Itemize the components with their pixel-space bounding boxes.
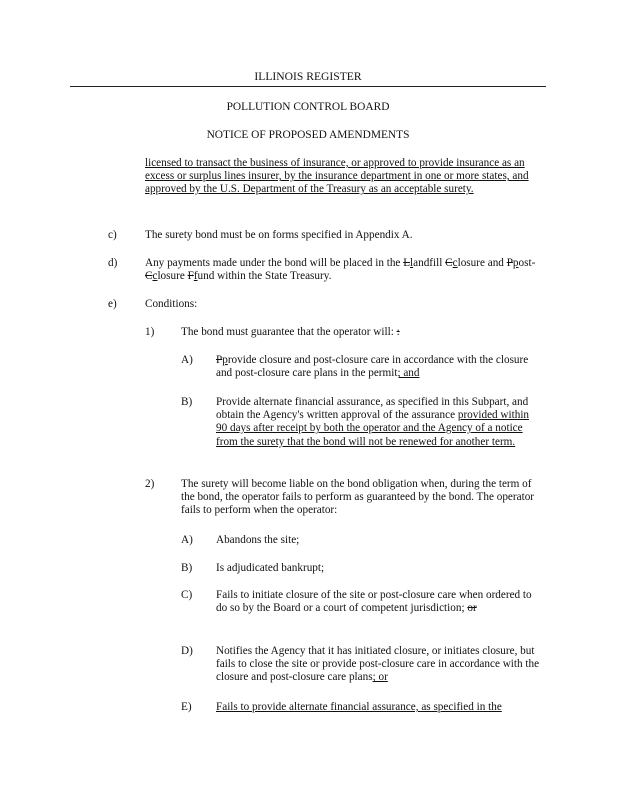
d-c-old: C <box>445 257 453 269</box>
item-1b-body: Provide alternate financial assurance, as specified in this Subpart, and obtain the Agency's written approval of the assurance <box>216 396 529 422</box>
notice-title: NOTICE OF PROPOSED AMENDMENTS <box>206 129 410 141</box>
register-title: ILLINOIS REGISTER <box>254 70 362 83</box>
section-c-text: The surety bond must be on forms specified in Appendix A. <box>145 229 413 241</box>
item-1a-body: rovide closure and post-closure care in accordance with the closure and post-closure care plans in the permit <box>216 354 529 380</box>
d-f-old: F <box>187 270 194 283</box>
d-c2-new: c <box>152 270 158 283</box>
item-2d-label: D) <box>181 645 193 657</box>
d-l-old: L <box>403 257 411 269</box>
continuation-paragraph <box>145 157 545 197</box>
item-2-label: 2) <box>145 478 155 490</box>
section-d-label: d) <box>108 257 118 269</box>
item-2-text: The surety will become liable on the bond obligation when, during the term of the bond, the operator fails to perform as guaranteed by the bond. The operator fails to perform when the operator: <box>181 478 535 517</box>
item-2d-text <box>216 645 542 685</box>
item-2d-new: ; or <box>372 671 388 684</box>
d-losure2: losure <box>157 270 188 283</box>
section-d-text <box>145 257 545 283</box>
item-2c-strike: or <box>467 602 477 615</box>
item-2a-label: A) <box>181 534 193 546</box>
item-1a-p-new: p <box>222 354 228 366</box>
item-2e-text <box>216 701 542 714</box>
item-2c-label: C) <box>181 589 193 601</box>
item-1a-text <box>216 354 542 380</box>
d-p-new: p <box>512 257 519 269</box>
item-1b-label: B) <box>181 396 193 408</box>
item-1a-new: ; and <box>397 367 420 380</box>
item-1-body: The bond must guarantee that the operator will: <box>181 326 394 338</box>
header-rule <box>70 86 546 87</box>
d-l-new: l <box>410 257 414 269</box>
item-1-label: 1) <box>145 326 155 338</box>
d-losure: losure and <box>457 257 507 269</box>
item-2e-label: E) <box>181 701 192 713</box>
section-e-label: e) <box>108 298 117 310</box>
item-1-strike: : <box>396 326 400 338</box>
item-2b-text: Is adjudicated bankrupt; <box>216 562 325 574</box>
item-1a-p-old: P <box>216 354 223 366</box>
d-p-old: P <box>506 257 513 269</box>
section-e-text: Conditions: <box>145 298 198 310</box>
item-2c-text <box>216 589 542 615</box>
item-1b-text <box>216 396 542 449</box>
item-2b-label: B) <box>181 562 193 574</box>
item-1-text <box>181 326 545 339</box>
d-post: und within the State Treasury. <box>197 270 332 283</box>
d-andfill: andfill <box>413 257 446 269</box>
section-c-label: c) <box>108 229 117 241</box>
continuation-text: licensed to transact the business of insurance, or approved to provide insurance as an excess or surplus lines insurer, by the insurance department in one or more states, and approved by the U.S. Department of the Treasury as an acceptable surety. <box>145 157 529 196</box>
d-c2-old: C <box>145 270 153 283</box>
item-1a-label: A) <box>181 354 193 366</box>
item-1b-new: provided within 90 days after receipt by both the operator and the Agency of a notice from the surety that the bond will not be renewed for another term. <box>216 409 530 448</box>
item-2a-text: Abandons the site; <box>216 534 300 546</box>
agency-name: POLLUTION CONTROL BOARD <box>226 101 390 113</box>
d-ost: ost- <box>518 257 536 269</box>
d-f-new: f <box>193 270 198 283</box>
item-2d-body: Notifies the Agency that it has initiated closure, or initiates closure, but fails to close the site or provide post-closure care in accordance with the closure and post-closure care plans <box>216 645 540 684</box>
d-c-new: c <box>452 257 458 269</box>
item-2c-body: Fails to initiate closure of the site or post-closure care when ordered to do so by the Board or a court of competent jurisdiction; <box>216 589 532 615</box>
d-pre: Any payments made under the bond will be placed in the <box>145 257 404 269</box>
item-2e-new: Fails to provide alternate financial assurance, as specified in the <box>216 701 502 713</box>
